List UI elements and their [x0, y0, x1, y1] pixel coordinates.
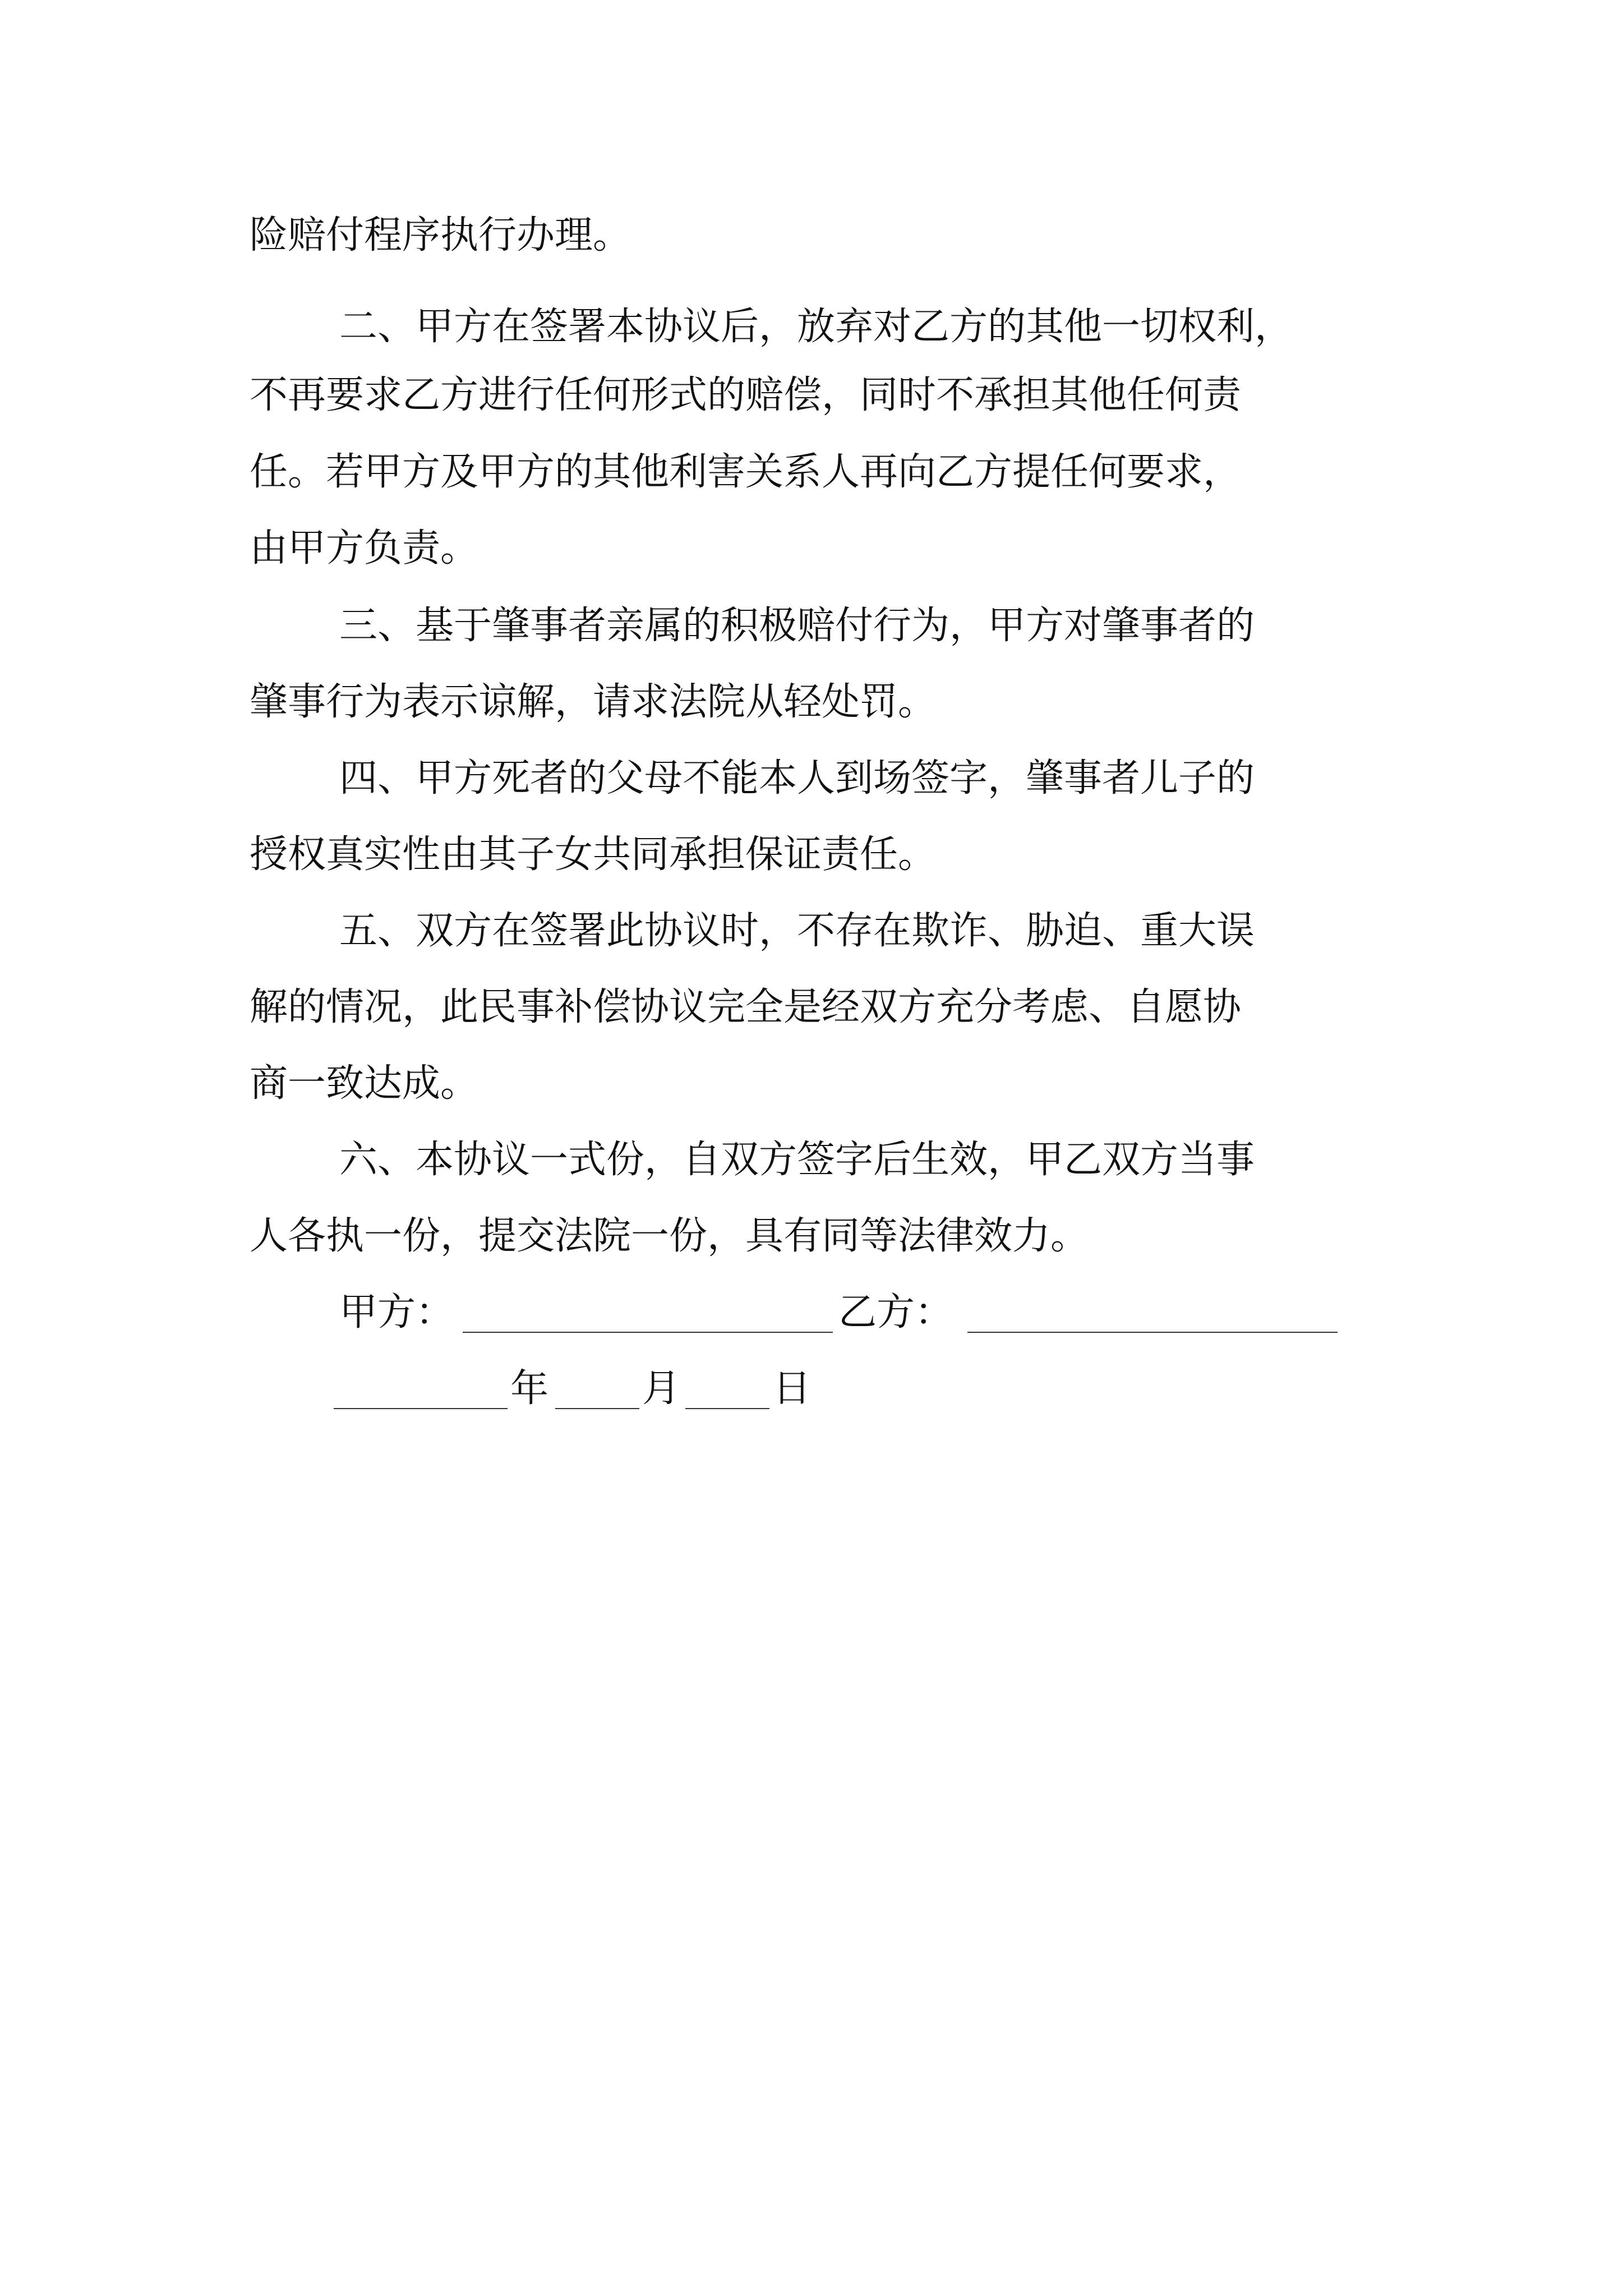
text-line-11: 解的情况，此民事补偿协议完全是经双方充分考虑、自愿协 [250, 985, 1242, 1029]
party-b-signature-blank[interactable] [967, 1332, 1338, 1333]
text-line-12: 商一致达成。 [250, 1061, 479, 1106]
month-label: 月 [642, 1366, 681, 1411]
text-line-9: 授权真实性由其子女共同承担保证责任。 [250, 832, 937, 877]
party-a-label: 甲方： [339, 1290, 454, 1335]
day-blank[interactable] [685, 1408, 769, 1409]
year-label: 年 [510, 1366, 549, 1411]
party-a-signature-blank[interactable] [463, 1332, 833, 1333]
party-b-label: 乙方： [838, 1290, 953, 1335]
text-line-1: 险赔付程序执行办理。 [250, 213, 631, 257]
text-line-5: 由甲方负责。 [250, 526, 479, 570]
text-line-14: 人各执一份，提交法院一份，具有同等法律效力。 [250, 1214, 1089, 1258]
year-blank[interactable] [334, 1408, 508, 1409]
text-line-4: 任。若甲方及甲方的其他利害关系人再向乙方提任何要求， [250, 450, 1242, 494]
text-line-6: 三、基于肇事者亲属的积极赔付行为，甲方对肇事者的 [339, 604, 1255, 648]
text-line-10: 五、双方在签署此协议时，不存在欺诈、胁迫、重大误 [339, 909, 1255, 953]
text-line-7: 肇事行为表示谅解，请求法院从轻处罚。 [250, 680, 937, 724]
text-line-13: 六、本协议一式份，自双方签字后生效，甲乙双方当事 [339, 1138, 1255, 1182]
text-line-3: 不再要求乙方进行任何形式的赔偿，同时不承担其他任何责 [250, 373, 1242, 417]
text-line-2: 二、甲方在签署本协议后，放弃对乙方的其他一切权利， [339, 305, 1293, 349]
text-line-8: 四、甲方死者的父母不能本人到场签字，肇事者儿子的 [339, 756, 1255, 800]
month-blank[interactable] [555, 1408, 639, 1409]
day-label: 日 [773, 1366, 811, 1411]
